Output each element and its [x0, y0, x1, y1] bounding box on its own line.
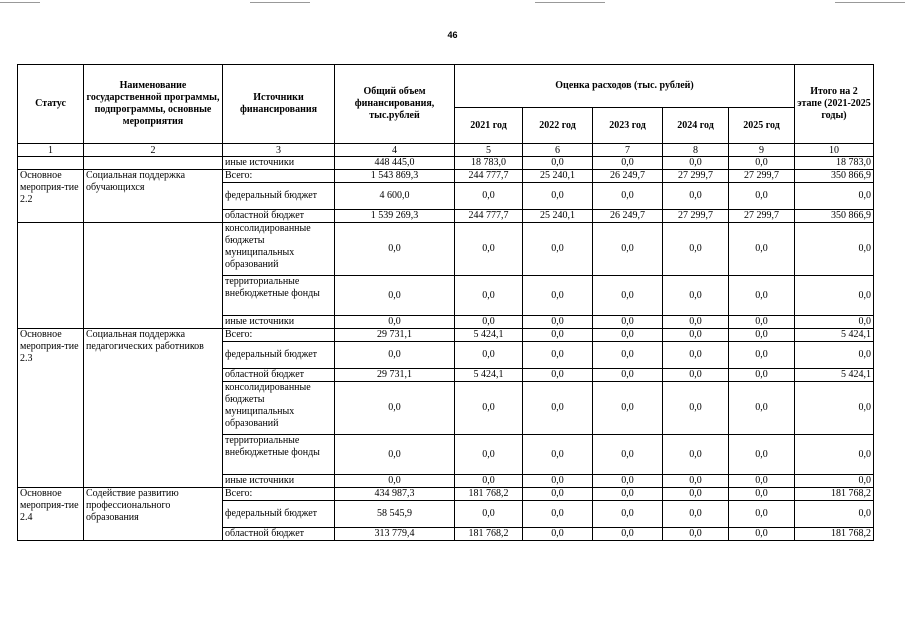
total-volume-cell: 448 445,0: [335, 157, 455, 170]
name-cell: Содействие развитию профессионального образования: [84, 488, 223, 541]
total-volume-cell: 0,0: [335, 342, 455, 369]
total-volume-cell: 0,0: [335, 382, 455, 435]
year-value-cell: 0,0: [663, 276, 729, 316]
status-cell: Основное мероприя-тие 2.4: [18, 488, 84, 541]
year-value-cell: 0,0: [663, 528, 729, 541]
column-number: 7: [593, 144, 663, 157]
year-value-cell: 0,0: [729, 382, 795, 435]
year-value-cell: 181 768,2: [455, 528, 523, 541]
table-row: [18, 329, 874, 342]
header-name: Наименование государственной программы, подпрограммы, основные мероприятия: [84, 65, 223, 144]
stage-total-cell: 350 866,9: [795, 170, 874, 183]
year-value-cell: 0,0: [523, 183, 593, 210]
status-cell: [18, 223, 84, 329]
year-value-cell: 0,0: [729, 488, 795, 501]
year-value-cell: 0,0: [523, 435, 593, 475]
year-value-cell: 27 299,7: [729, 210, 795, 223]
total-volume-cell: 29 731,1: [335, 329, 455, 342]
source-cell: иные источники: [223, 157, 335, 170]
year-value-cell: 18 783,0: [455, 157, 523, 170]
total-volume-cell: 29 731,1: [335, 369, 455, 382]
scan-edge-line: [250, 2, 310, 3]
column-number: 2: [84, 144, 223, 157]
stage-total-cell: 0,0: [795, 475, 874, 488]
year-value-cell: 0,0: [455, 382, 523, 435]
source-cell: федеральный бюджет: [223, 501, 335, 528]
year-value-cell: 0,0: [523, 475, 593, 488]
column-number: 3: [223, 144, 335, 157]
year-value-cell: 0,0: [593, 501, 663, 528]
year-value-cell: 0,0: [663, 316, 729, 329]
year-value-cell: 0,0: [523, 223, 593, 276]
total-volume-cell: 0,0: [335, 475, 455, 488]
financing-table: [17, 64, 874, 541]
year-value-cell: 0,0: [729, 223, 795, 276]
total-volume-cell: 1 539 269,3: [335, 210, 455, 223]
year-value-cell: 181 768,2: [455, 488, 523, 501]
name-cell: Социальная поддержка педагогических работников: [84, 329, 223, 488]
source-cell: территориальные внебюджетные фонды: [223, 276, 335, 316]
year-value-cell: 0,0: [593, 157, 663, 170]
stage-total-cell: 0,0: [795, 316, 874, 329]
scan-edge-line: [835, 2, 905, 3]
stage-total-cell: 5 424,1: [795, 369, 874, 382]
column-number: 8: [663, 144, 729, 157]
stage-total-cell: 0,0: [795, 382, 874, 435]
year-value-cell: 0,0: [593, 475, 663, 488]
header-year: 2021 год: [455, 108, 523, 144]
year-value-cell: 0,0: [455, 183, 523, 210]
table-row: [18, 488, 874, 501]
source-cell: консолидированные бюджеты муниципальных образований: [223, 223, 335, 276]
year-value-cell: 0,0: [663, 475, 729, 488]
year-value-cell: 0,0: [523, 316, 593, 329]
year-value-cell: 0,0: [455, 501, 523, 528]
header-stage-total: Итого на 2 этапе (2021-2025 годы): [795, 65, 874, 144]
year-value-cell: 0,0: [455, 342, 523, 369]
year-value-cell: 0,0: [729, 528, 795, 541]
stage-total-cell: 0,0: [795, 435, 874, 475]
year-value-cell: 0,0: [593, 316, 663, 329]
header-sources: Источники финансирования: [223, 65, 335, 144]
stage-total-cell: 0,0: [795, 223, 874, 276]
table-row: [18, 223, 874, 276]
status-cell: Основное мероприя-тие 2.2: [18, 170, 84, 223]
source-cell: федеральный бюджет: [223, 183, 335, 210]
year-value-cell: 0,0: [593, 435, 663, 475]
year-value-cell: 0,0: [455, 475, 523, 488]
year-value-cell: 0,0: [523, 488, 593, 501]
total-volume-cell: 1 543 869,3: [335, 170, 455, 183]
stage-total-cell: 18 783,0: [795, 157, 874, 170]
year-value-cell: 27 299,7: [663, 170, 729, 183]
source-cell: областной бюджет: [223, 369, 335, 382]
table-row: [18, 170, 874, 183]
year-value-cell: 0,0: [593, 223, 663, 276]
year-value-cell: 0,0: [729, 475, 795, 488]
year-value-cell: 0,0: [523, 501, 593, 528]
header-year: 2022 год: [523, 108, 593, 144]
year-value-cell: 0,0: [593, 342, 663, 369]
year-value-cell: 0,0: [663, 329, 729, 342]
year-value-cell: 27 299,7: [729, 170, 795, 183]
year-value-cell: 0,0: [593, 528, 663, 541]
column-number: 6: [523, 144, 593, 157]
year-value-cell: 5 424,1: [455, 369, 523, 382]
year-value-cell: 0,0: [523, 329, 593, 342]
total-volume-cell: 0,0: [335, 276, 455, 316]
year-value-cell: 0,0: [729, 157, 795, 170]
source-cell: иные источники: [223, 316, 335, 329]
source-cell: Всего:: [223, 329, 335, 342]
stage-total-cell: 0,0: [795, 276, 874, 316]
year-value-cell: 25 240,1: [523, 170, 593, 183]
year-value-cell: 0,0: [593, 276, 663, 316]
year-value-cell: 0,0: [729, 501, 795, 528]
source-cell: федеральный бюджет: [223, 342, 335, 369]
source-cell: территориальные внебюджетные фонды: [223, 435, 335, 475]
stage-total-cell: 181 768,2: [795, 488, 874, 501]
stage-total-cell: 0,0: [795, 342, 874, 369]
year-value-cell: 0,0: [729, 369, 795, 382]
source-cell: областной бюджет: [223, 210, 335, 223]
year-value-cell: 0,0: [663, 223, 729, 276]
year-value-cell: 0,0: [663, 369, 729, 382]
year-value-cell: 0,0: [523, 528, 593, 541]
source-cell: Всего:: [223, 170, 335, 183]
stage-total-cell: 5 424,1: [795, 329, 874, 342]
column-number-row: [18, 144, 874, 157]
year-value-cell: 0,0: [455, 276, 523, 316]
total-volume-cell: 313 779,4: [335, 528, 455, 541]
header-year: 2024 год: [663, 108, 729, 144]
year-value-cell: 26 249,7: [593, 170, 663, 183]
stage-total-cell: 350 866,9: [795, 210, 874, 223]
year-value-cell: 0,0: [663, 157, 729, 170]
column-number: 9: [729, 144, 795, 157]
year-value-cell: 0,0: [663, 342, 729, 369]
status-cell: Основное мероприя-тие 2.3: [18, 329, 84, 488]
source-cell: областной бюджет: [223, 528, 335, 541]
total-volume-cell: 0,0: [335, 435, 455, 475]
year-value-cell: 0,0: [663, 501, 729, 528]
header-year: 2025 год: [729, 108, 795, 144]
year-value-cell: 0,0: [729, 183, 795, 210]
total-volume-cell: 4 600,0: [335, 183, 455, 210]
year-value-cell: 0,0: [523, 157, 593, 170]
year-value-cell: 0,0: [729, 316, 795, 329]
year-value-cell: 0,0: [593, 329, 663, 342]
source-cell: иные источники: [223, 475, 335, 488]
name-cell: [84, 157, 223, 170]
year-value-cell: 0,0: [663, 435, 729, 475]
year-value-cell: 5 424,1: [455, 329, 523, 342]
table-row: [18, 157, 874, 170]
year-value-cell: 244 777,7: [455, 170, 523, 183]
total-volume-cell: 0,0: [335, 316, 455, 329]
stage-total-cell: 181 768,2: [795, 528, 874, 541]
year-value-cell: 0,0: [729, 276, 795, 316]
year-value-cell: 0,0: [523, 369, 593, 382]
page-number: 46: [447, 30, 458, 40]
year-value-cell: 27 299,7: [663, 210, 729, 223]
total-volume-cell: 58 545,9: [335, 501, 455, 528]
year-value-cell: 0,0: [663, 382, 729, 435]
year-value-cell: 26 249,7: [593, 210, 663, 223]
total-volume-cell: 434 987,3: [335, 488, 455, 501]
year-value-cell: 0,0: [593, 183, 663, 210]
year-value-cell: 0,0: [455, 223, 523, 276]
column-number: 4: [335, 144, 455, 157]
total-volume-cell: 0,0: [335, 223, 455, 276]
year-value-cell: 244 777,7: [455, 210, 523, 223]
scan-edge-line: [535, 2, 605, 3]
header-status: Статус: [18, 65, 84, 144]
header-year: 2023 год: [593, 108, 663, 144]
year-value-cell: 0,0: [729, 435, 795, 475]
year-value-cell: 0,0: [729, 342, 795, 369]
header-estimate: Оценка расходов (тыс. рублей): [455, 65, 795, 108]
header-total-volume: Общий объем финансирования, тыс.рублей: [335, 65, 455, 144]
stage-total-cell: 0,0: [795, 501, 874, 528]
column-number: 1: [18, 144, 84, 157]
scan-edge-line: [0, 2, 40, 3]
year-value-cell: 25 240,1: [523, 210, 593, 223]
year-value-cell: 0,0: [455, 435, 523, 475]
year-value-cell: 0,0: [663, 488, 729, 501]
year-value-cell: 0,0: [663, 183, 729, 210]
source-cell: Всего:: [223, 488, 335, 501]
column-number: 10: [795, 144, 874, 157]
name-cell: [84, 223, 223, 329]
year-value-cell: 0,0: [729, 329, 795, 342]
status-cell: [18, 157, 84, 170]
source-cell: консолидированные бюджеты муниципальных образований: [223, 382, 335, 435]
name-cell: Социальная поддержка обучающихся: [84, 170, 223, 223]
stage-total-cell: 0,0: [795, 183, 874, 210]
year-value-cell: 0,0: [455, 316, 523, 329]
year-value-cell: 0,0: [523, 342, 593, 369]
year-value-cell: 0,0: [593, 382, 663, 435]
year-value-cell: 0,0: [523, 382, 593, 435]
year-value-cell: 0,0: [593, 369, 663, 382]
column-number: 5: [455, 144, 523, 157]
year-value-cell: 0,0: [523, 276, 593, 316]
year-value-cell: 0,0: [593, 488, 663, 501]
